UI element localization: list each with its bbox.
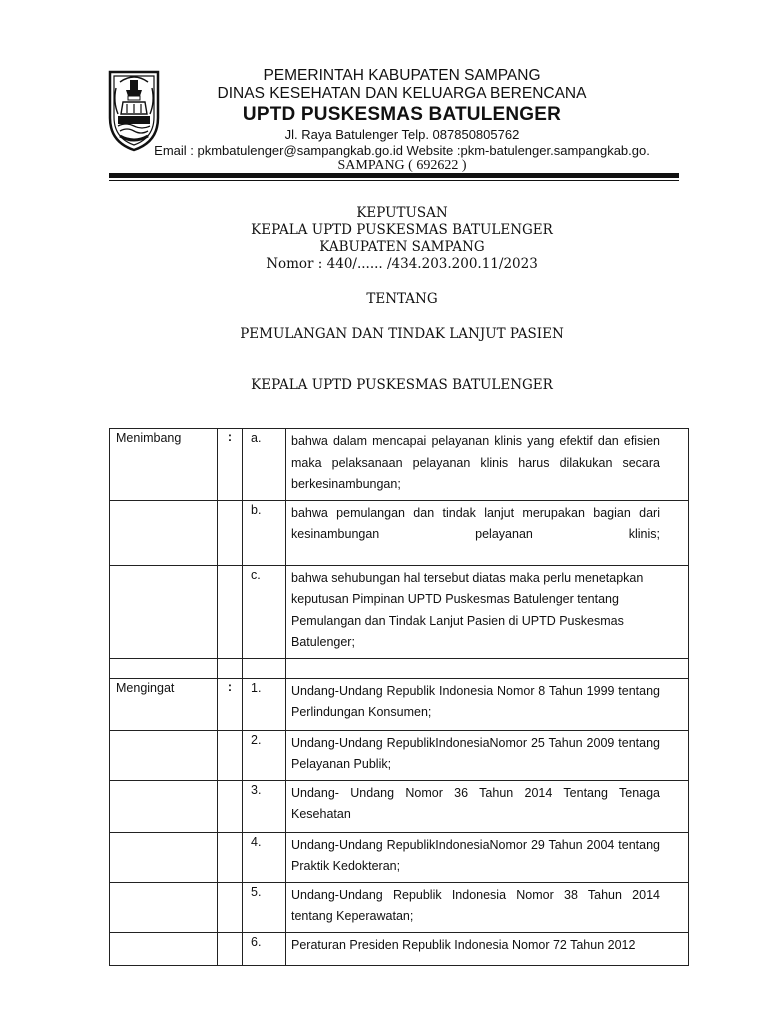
item-text: Undang-Undang RepublikIndonesiaNomor 29 Tahun 2004 tentang Praktik Kedokteran; (286, 832, 689, 882)
table-row (110, 678, 689, 730)
institution-name: UPTD PUSKESMAS BATULENGER (242, 104, 562, 125)
table-row (110, 565, 689, 658)
table-row (110, 882, 689, 932)
decree-keputusan: KEPUTUSAN (356, 205, 448, 221)
table-row (110, 832, 689, 882)
address-line: Jl. Raya Batulenger Telp. 087850805762 (284, 127, 520, 142)
decree-kabupaten: KABUPATEN SAMPANG (319, 239, 485, 255)
decree-kepala: KEPALA UPTD PUSKESMAS BATULENGER (251, 222, 553, 238)
decree-subject (150, 326, 654, 343)
decree-heading (150, 205, 654, 273)
menimbang-label: Menimbang (110, 429, 218, 501)
item-number: 6. (243, 932, 286, 965)
subject-title: PEMULANGAN DAN TINDAK LANJUT PASIEN (240, 326, 564, 342)
colon: : (218, 429, 243, 501)
item-text: bahwa pemulangan dan tindak lanjut merupakan bagian dari kesinambungan pelayanan klinis; (286, 500, 689, 565)
item-number: b. (243, 500, 286, 565)
government-name: PEMERINTAH KABUPATEN SAMPANG (263, 67, 541, 84)
table-row (110, 429, 689, 501)
item-text: Undang-Undang Republik Indonesia Nomor 8 Tahun 1999 tentang Perlindungan Konsumen; (286, 678, 689, 730)
item-text: Undang-Undang Republik Indonesia Nomor 38 Tahun 2014 tentang Keperawatan; (286, 882, 689, 932)
item-number: 3. (243, 780, 286, 832)
decree-issuer (150, 377, 654, 394)
agency-name: DINAS KESEHATAN DAN KELUARGA BERENCANA (217, 85, 587, 102)
letterhead (0, 0, 768, 190)
city-postcode-line: SAMPANG ( 692622 ) (337, 158, 467, 173)
issuer-title: KEPALA UPTD PUSKESMAS BATULENGER (251, 377, 553, 393)
item-number: 5. (243, 882, 286, 932)
mengingat-label: Mengingat (110, 678, 218, 730)
item-text: bahwa dalam mencapai pelayanan klinis yang efektif dan efisien maka pelaksanaan pelayanan klinis harus dilakukan secara berkesinambungan; (286, 429, 689, 501)
item-number: 1. (243, 678, 286, 730)
table-row (110, 780, 689, 832)
item-number: c. (243, 565, 286, 658)
item-text: Peraturan Presiden Republik Indonesia Nomor 72 Tahun 2012 (286, 932, 689, 965)
table-row (110, 730, 689, 780)
item-text: Undang- Undang Nomor 36 Tahun 2014 Tentang Tenaga Kesehatan (286, 780, 689, 832)
item-text: bahwa sehubungan hal tersebut diatas maka perlu menetapkan keputusan Pimpinan UPTD Puskesmas Batulenger tentang Pemulangan dan Tindak Lanjut Pasien di UPTD Puskesmas Batulenger; (286, 565, 689, 658)
item-number: 4. (243, 832, 286, 882)
tentang-label: TENTANG (366, 291, 438, 307)
item-text: Undang-Undang RepublikIndonesiaNomor 25 Tahun 2009 tentang Pelayanan Publik; (286, 730, 689, 780)
colon: : (218, 678, 243, 730)
contact-line: Email : pkmbatulenger@sampangkab.go.id Website :pkm-batulenger.sampangkab.go. (154, 143, 650, 158)
item-number: 2. (243, 730, 286, 780)
letterhead-text (150, 66, 654, 174)
table-row (110, 932, 689, 965)
letterhead-thin-rule (109, 180, 679, 181)
item-number: a. (243, 429, 286, 501)
table-spacer-row (110, 658, 689, 678)
letterhead-thick-rule (109, 173, 679, 178)
decree-number: Nomor : 440/...... /434.203.200.11/2023 (266, 256, 538, 272)
decree-tentang (150, 291, 654, 308)
table-row (110, 500, 689, 565)
considerations-table (109, 428, 689, 966)
